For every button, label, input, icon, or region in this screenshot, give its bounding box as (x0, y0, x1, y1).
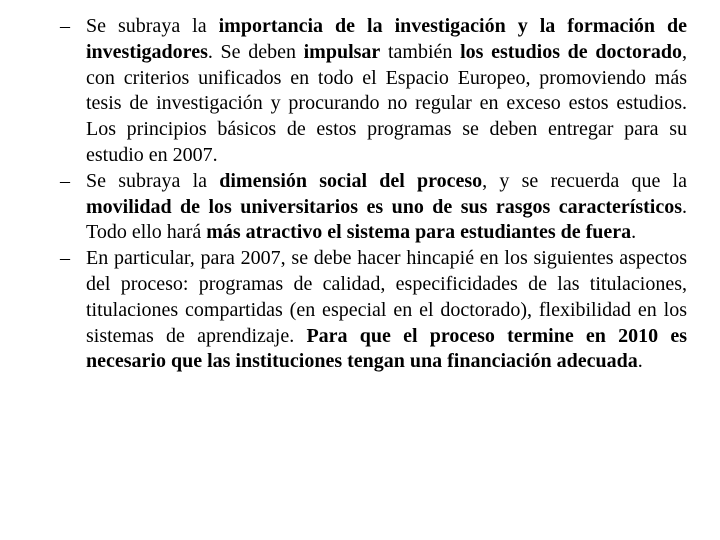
body-text: , con criterios unificados en todo el Espacio Europeo, promoviendo más tesis de investigación y procurando no regular en exceso estos estudios. Los principios básicos de estos programas se deben entregar para su estudio en 2007. (86, 40, 687, 166)
bullet-list (58, 14, 687, 375)
body-text: , y se recuerda que la (482, 169, 687, 192)
bullet-item (58, 14, 687, 169)
body-text: . (637, 350, 643, 373)
body-text: . (631, 221, 637, 244)
emphasized-text: movilidad de los universitarios es uno de sus rasgos característicos (86, 195, 682, 218)
body-text: Se subraya la (86, 15, 219, 37)
body-text: . Se deben (207, 40, 304, 63)
body-text: . Todo ello hará (86, 195, 687, 244)
bullet-dash-icon: – (60, 169, 70, 192)
emphasized-text: impulsar (303, 40, 381, 63)
emphasized-text: los estudios de doctorado (460, 40, 682, 63)
bullet-dash-icon: – (60, 15, 70, 37)
body-text: En particular, para 2007, se debe hacer hincapié en los siguientes aspectos del proceso: programas de calidad, especificidades de las titulaciones, titulaciones compartidas (en especial en el doctorado), flexibilidad en los sistemas de aprendizaje. (86, 247, 687, 347)
emphasized-text: más atractivo el sistema para estudiantes de fuera (206, 221, 632, 244)
emphasized-text: importancia de la investigación y la formación de investigadores (86, 15, 687, 63)
body-text: Se subraya la (86, 169, 220, 192)
bullet-dash-icon: – (60, 247, 70, 270)
body-text: también (380, 40, 461, 63)
bullet-item (58, 246, 687, 375)
emphasized-text: Para que el proceso termine en 2010 es necesario que las instituciones tengan una financiación adecuada (86, 324, 687, 373)
bullet-item (58, 169, 687, 246)
emphasized-text: dimensión social del proceso (219, 169, 483, 192)
